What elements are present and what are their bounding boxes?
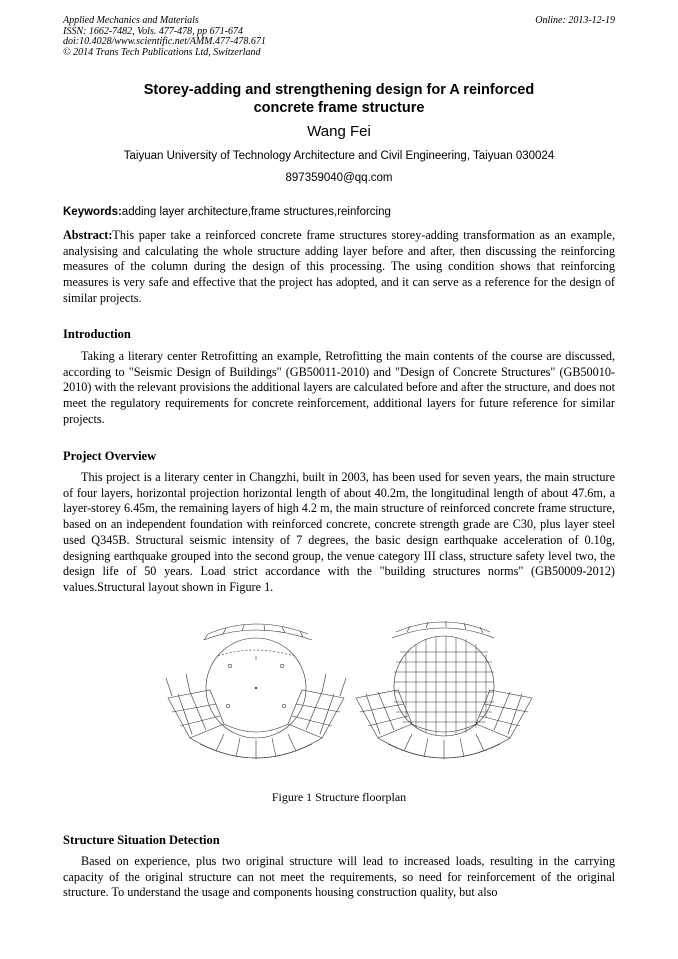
journal-header bbox=[63, 16, 266, 58]
title-line-1: Storey-adding and strengthening design for A reinforced bbox=[143, 82, 535, 98]
abstract-text: This paper take a reinforced concrete frame structures storey-adding transformation as an example, analysising and calculating the whole structure adding layer before and after, then discussing the reinforcing measures of the column during the design of this processing. The using condition shows that reinforcing measures is very safe and effective that the project has adopted, and it can serve as a reference for the design of similar projects. bbox=[63, 228, 615, 305]
detection-text: Based on experience, plus two original structure will lead to increased loads, resulting in the carrying capacity of the original structure can not meet the requirements, so need for reinforcement of the original structure. To understand the usage and components housing construction quality, but also bbox=[63, 854, 615, 900]
doi-line: doi:10.4028/www.scientific.net/AMM.477-478.671 bbox=[63, 36, 266, 47]
author-email: 897359040@qq.com bbox=[285, 172, 393, 184]
keywords-text: adding layer architecture,frame structures,reinforcing bbox=[121, 206, 391, 218]
overview-text: This project is a literary center in Changzhi, built in 2003, has been used for seven years, the main structure of four layers, horizontal projection horizontal length of about 40.2m, the longitudinal length of about 47.6m, a layer-storey 6.45m, the remaining layers of high 4.2 m, the main structure of reinforced concrete frame structure, based on an independent foundation with reinforced concrete, concrete strength grade are C30, plus layer steel used Q345B. Structural seismic intensity of 7 degrees, the basic design earthquake acceleration of 0.10g, designing earthquake grouped into the second group, the venue category III class, structure safety level two, the design life of 50 years. Load strict accordance with the "building structures norms" (GB50009-2012) values.Structural layout shown in Figure 1. bbox=[63, 470, 615, 594]
author-name: Wang Fei bbox=[307, 123, 371, 140]
introduction-text: Taking a literary center Retrofitting an example, Retrofitting the main contents of the course are discussed, according to "Seismic Design of Buildings" (GB50011-2010) and "Design of Concrete Structures" (GB50010-2010) with the relevant provisions the additional layers are calculated before and after the structure, and does not meet the regulatory requirements for concrete reinforcement, additional layers for future reference for similar projects. bbox=[63, 349, 615, 426]
figure-caption: Figure 1 Structure floorplan bbox=[271, 790, 407, 804]
keywords-label: Keywords: bbox=[63, 206, 122, 218]
title-line-2: concrete frame structure bbox=[253, 100, 425, 116]
floorplan-left bbox=[166, 624, 346, 759]
online-date: Online: 2013-12-19 bbox=[535, 15, 615, 26]
journal-name: Applied Mechanics and Materials bbox=[63, 15, 199, 26]
overview-heading: Project Overview bbox=[63, 449, 157, 463]
detection-heading: Structure Situation Detection bbox=[63, 833, 220, 847]
affiliation: Taiyuan University of Technology Architecture and Civil Engineering, Taiyuan 030024 bbox=[123, 150, 555, 162]
paper-title bbox=[90, 81, 588, 117]
floorplan-right bbox=[356, 621, 532, 759]
abstract-label: Abstract: bbox=[63, 228, 113, 242]
issn-line: ISSN: 1662-7482, Vols. 477-478, pp 671-674 bbox=[63, 25, 243, 37]
keywords bbox=[63, 206, 391, 218]
copyright-line: © 2014 Trans Tech Publications Ltd, Switzerland bbox=[63, 46, 261, 58]
abstract bbox=[63, 228, 615, 307]
introduction-heading: Introduction bbox=[63, 327, 131, 341]
structure-floorplan-figure bbox=[160, 616, 540, 778]
